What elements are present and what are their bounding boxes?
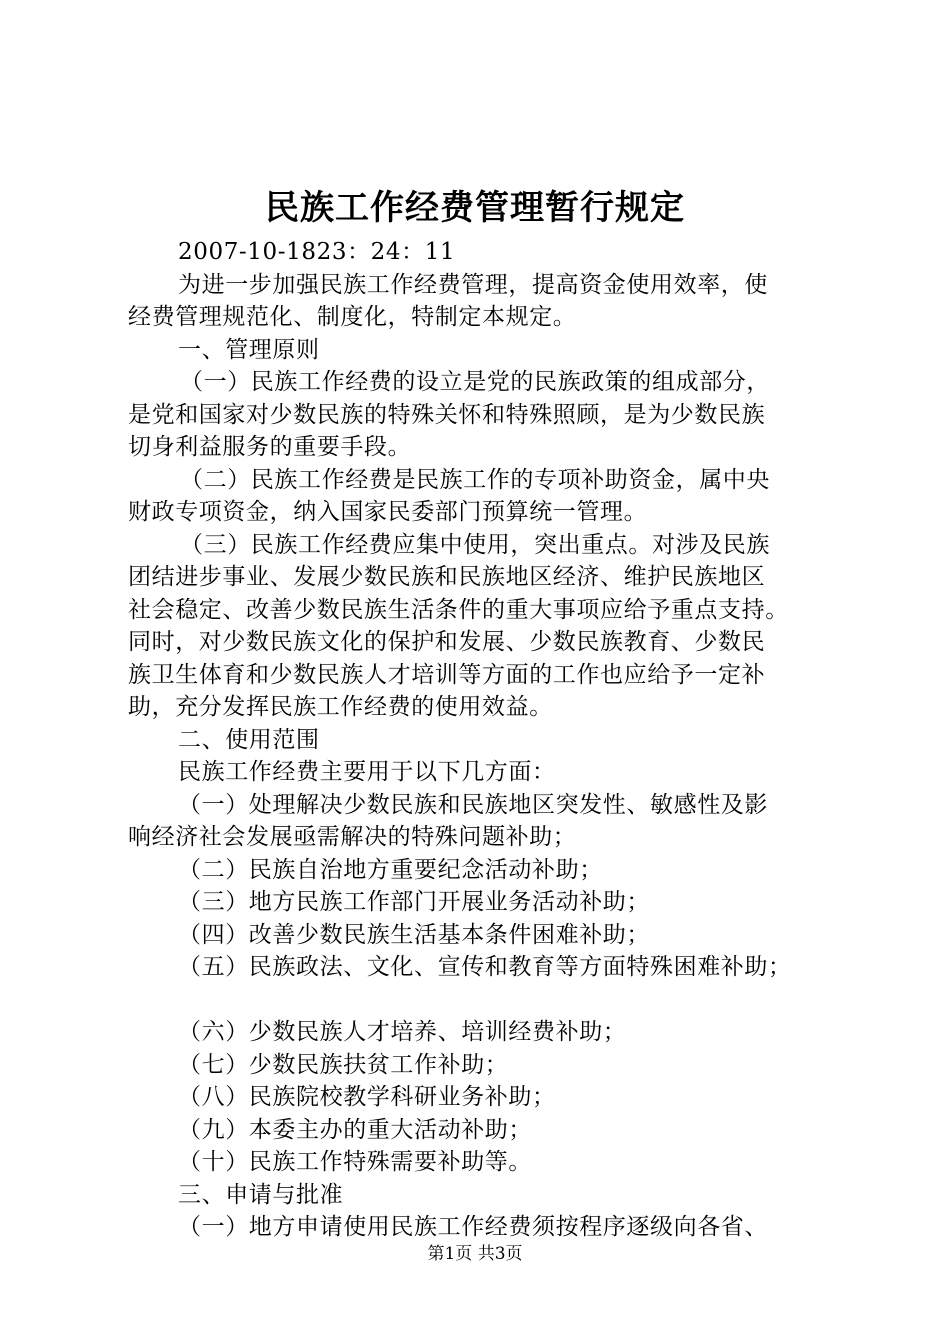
paragraph-line: 团结进步事业、发展少数民族和民族地区经济、维护民族地区	[128, 564, 766, 590]
paragraph-line: 助，充分发挥民族工作经费的使用效益。	[128, 694, 553, 720]
paragraph-line: （二）民族工作经费是民族工作的专项补助资金，属中央	[180, 466, 770, 493]
list-item: （十）民族工作特殊需要补助等。	[178, 1149, 532, 1175]
list-item: （九）本委主办的重大活动补助；	[178, 1116, 532, 1143]
paragraph-line: （三）民族工作经费应集中使用，突出重点。对涉及民族	[180, 531, 770, 558]
blank-line	[128, 984, 840, 1017]
list-item: （五）民族政法、文化、宣传和教育等方面特殊困难补助；	[178, 954, 792, 980]
section-heading: 三、申请与批准	[178, 1181, 344, 1208]
list-item: （八）民族院校教学科研业务补助；	[178, 1084, 556, 1110]
timestamp-line: 2007-10-1823：24：11	[178, 239, 456, 265]
paragraph-line: 社会稳定、改善少数民族生活条件的重大事项应给予重点支持。	[128, 596, 789, 623]
paragraph-line: 为进一步加强民族工作经费管理，提高资金使用效率，使	[178, 271, 768, 298]
paragraph-line: 民族工作经费主要用于以下几方面：	[178, 759, 556, 785]
paragraph-line: （一）地方申请使用民族工作经费须按程序逐级向各省、	[178, 1214, 768, 1240]
paragraph-line: 同时，对少数民族文化的保护和发展、少数民族教育、少数民	[128, 629, 766, 655]
document-title: 民族工作经费管理暂行规定	[265, 188, 685, 228]
paragraph-line: 财政专项资金，纳入国家民委部门预算统一管理。	[128, 499, 648, 525]
list-item: （七）少数民族扶贫工作补助；	[178, 1051, 509, 1078]
list-item: （二）民族自治地方重要纪念活动补助；	[178, 856, 603, 883]
section-heading: 一、管理原则	[178, 336, 320, 363]
paragraph-line: 切身利益服务的重要手段。	[128, 434, 412, 460]
paragraph-line: 族卫生体育和少数民族人才培训等方面的工作也应给予一定补	[128, 661, 766, 688]
paragraph-line: 是党和国家对少数民族的特殊关怀和特殊照顾，是为少数民族	[128, 401, 766, 428]
section-heading: 二、使用范围	[178, 726, 320, 753]
list-item-continuation: 响经济社会发展亟需解决的特殊问题补助；	[128, 824, 577, 850]
list-item: （四）改善少数民族生活基本条件困难补助；	[178, 921, 650, 948]
document-body	[128, 236, 840, 1244]
list-item: （一）处理解决少数民族和民族地区突发性、敏感性及影	[178, 791, 768, 818]
paragraph-line: 经费管理规范化、制度化，特制定本规定。	[128, 304, 577, 330]
page-number-footer: 第1页 共3页	[427, 1244, 523, 1264]
list-item: （三）地方民族工作部门开展业务活动补助；	[178, 889, 650, 915]
paragraph-line: （一）民族工作经费的设立是党的民族政策的组成部分，	[180, 369, 770, 395]
list-item: （六）少数民族人才培养、培训经费补助；	[178, 1019, 627, 1045]
